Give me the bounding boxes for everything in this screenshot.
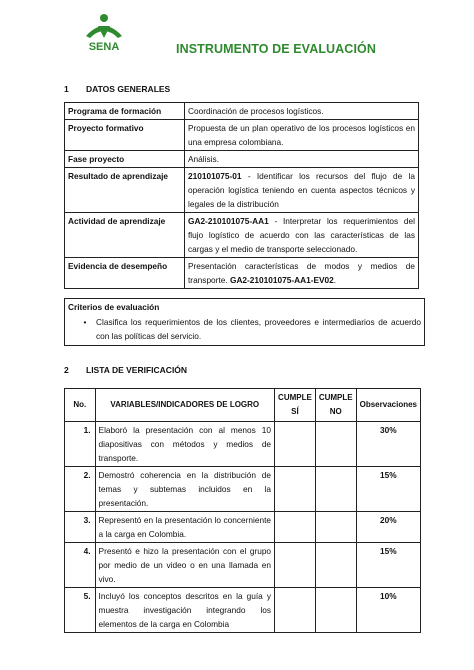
row-indicator: Demostró coherencia en la distribución de temas y subtemas incluidos en la presentación. bbox=[95, 467, 275, 512]
checkbox-no[interactable] bbox=[315, 512, 356, 543]
table-row bbox=[65, 213, 419, 258]
list-item bbox=[68, 315, 421, 343]
col-indicator: VARIABLES/INDICADORES DE LOGRO bbox=[95, 389, 275, 422]
row-label: Resultado de aprendizaje bbox=[65, 168, 185, 213]
row-indicator: Incluyó los conceptos descritos en la guía y muestra investigación integrando los elementos de la carga en Colombia bbox=[95, 588, 275, 633]
col-yes: CUMPLE SÍ bbox=[275, 389, 316, 422]
row-label: Evidencia de desempeño bbox=[65, 258, 185, 289]
checkbox-no[interactable] bbox=[315, 467, 356, 512]
row-value: Propuesta de un plan operativo de los procesos logísticos en una empresa colombiana. bbox=[185, 120, 419, 151]
table-row bbox=[65, 422, 421, 467]
row-value: Coordinación de procesos logísticos. bbox=[185, 103, 419, 120]
checkbox-yes[interactable] bbox=[275, 543, 316, 588]
row-value: Análisis. bbox=[185, 151, 419, 168]
checkbox-no[interactable] bbox=[315, 543, 356, 588]
checkbox-yes[interactable] bbox=[275, 422, 316, 467]
checkbox-no[interactable] bbox=[315, 422, 356, 467]
row-label: Programa de formación bbox=[65, 103, 185, 120]
row-indicator: Presentó e hizo la presentación con el grupo por medio de un video o en una llamada en vivo. bbox=[95, 543, 275, 588]
checkbox-yes[interactable] bbox=[275, 588, 316, 633]
logo-text: SENA bbox=[88, 41, 120, 53]
table-row bbox=[65, 103, 419, 120]
row-observation: 15% bbox=[356, 467, 420, 512]
col-observations: Observaciones bbox=[356, 389, 420, 422]
checkbox-no[interactable] bbox=[315, 588, 356, 633]
checkbox-yes[interactable] bbox=[275, 467, 316, 512]
table-row bbox=[65, 588, 421, 633]
row-number: 3. bbox=[65, 512, 96, 543]
section2-title: LISTA DE VERIFICACIÓN bbox=[86, 365, 188, 375]
evidence-tail: . bbox=[333, 275, 337, 285]
row-observation: 15% bbox=[356, 543, 420, 588]
row-number: 2. bbox=[65, 467, 96, 512]
table-row bbox=[65, 512, 421, 543]
row-value bbox=[185, 168, 419, 213]
section2-number: 2 bbox=[64, 365, 69, 375]
result-text: - Identificar los recursos del flujo de la operación logística teniendo en cuenta aspectos técnicos y legales de la distribución bbox=[188, 171, 415, 209]
evidence-text: Presentación características de modos y medios de transporte. bbox=[188, 261, 415, 285]
section2-heading bbox=[64, 365, 187, 375]
criteria-box bbox=[64, 298, 425, 346]
table-header-row bbox=[65, 389, 421, 422]
row-indicator: Elaboró la presentación con al menos 10 diapositivas con métodos y medios de transporte. bbox=[95, 422, 275, 467]
row-number: 4. bbox=[65, 543, 96, 588]
row-label: Proyecto formativo bbox=[65, 120, 185, 151]
col-no-meet: CUMPLE NO bbox=[315, 389, 356, 422]
checkbox-yes[interactable] bbox=[275, 512, 316, 543]
section1-heading bbox=[64, 84, 170, 94]
bullet-icon: • bbox=[83, 317, 87, 327]
criteria-item: Clasifica los requerimientos de los clientes, proveedores e intermediarios de acuerdo con las políticas del servicio. bbox=[96, 317, 421, 341]
evidence-code: GA2-210101075-AA1-EV02 bbox=[229, 275, 334, 285]
general-data-table bbox=[64, 102, 419, 289]
col-no: No. bbox=[65, 389, 96, 422]
table-row bbox=[65, 151, 419, 168]
row-observation: 20% bbox=[356, 512, 420, 543]
table-row bbox=[65, 258, 419, 289]
row-number: 5. bbox=[65, 588, 96, 633]
row-number: 1. bbox=[65, 422, 96, 467]
row-indicator: Representó en la presentación lo concerniente a la carga en Colombia. bbox=[95, 512, 275, 543]
sena-logo bbox=[80, 12, 128, 64]
result-code: 210101075-01 bbox=[188, 171, 242, 181]
row-label: Fase proyecto bbox=[65, 151, 185, 168]
logo-head bbox=[100, 14, 108, 22]
row-value bbox=[185, 258, 419, 289]
criteria-title: Criterios de evaluación bbox=[68, 302, 160, 312]
table-row bbox=[65, 467, 421, 512]
section1-title: DATOS GENERALES bbox=[86, 84, 171, 94]
activity-code: GA2-210101075-AA1 bbox=[188, 216, 269, 226]
checklist-table bbox=[64, 388, 421, 633]
document-title: INSTRUMENTO DE EVALUACIÓN bbox=[176, 42, 376, 56]
table-row bbox=[65, 168, 419, 213]
row-observation: 30% bbox=[356, 422, 420, 467]
section1-number: 1 bbox=[64, 84, 69, 94]
row-value bbox=[185, 213, 419, 258]
activity-text: - Interpretar los requerimientos del flujo logístico de acuerdo con las características de las cargas y el medio de transporte seleccionado. bbox=[188, 216, 415, 254]
row-label: Actividad de aprendizaje bbox=[65, 213, 185, 258]
table-row bbox=[65, 543, 421, 588]
table-row bbox=[65, 120, 419, 151]
row-observation: 10% bbox=[356, 588, 420, 633]
logo-body bbox=[98, 26, 110, 38]
